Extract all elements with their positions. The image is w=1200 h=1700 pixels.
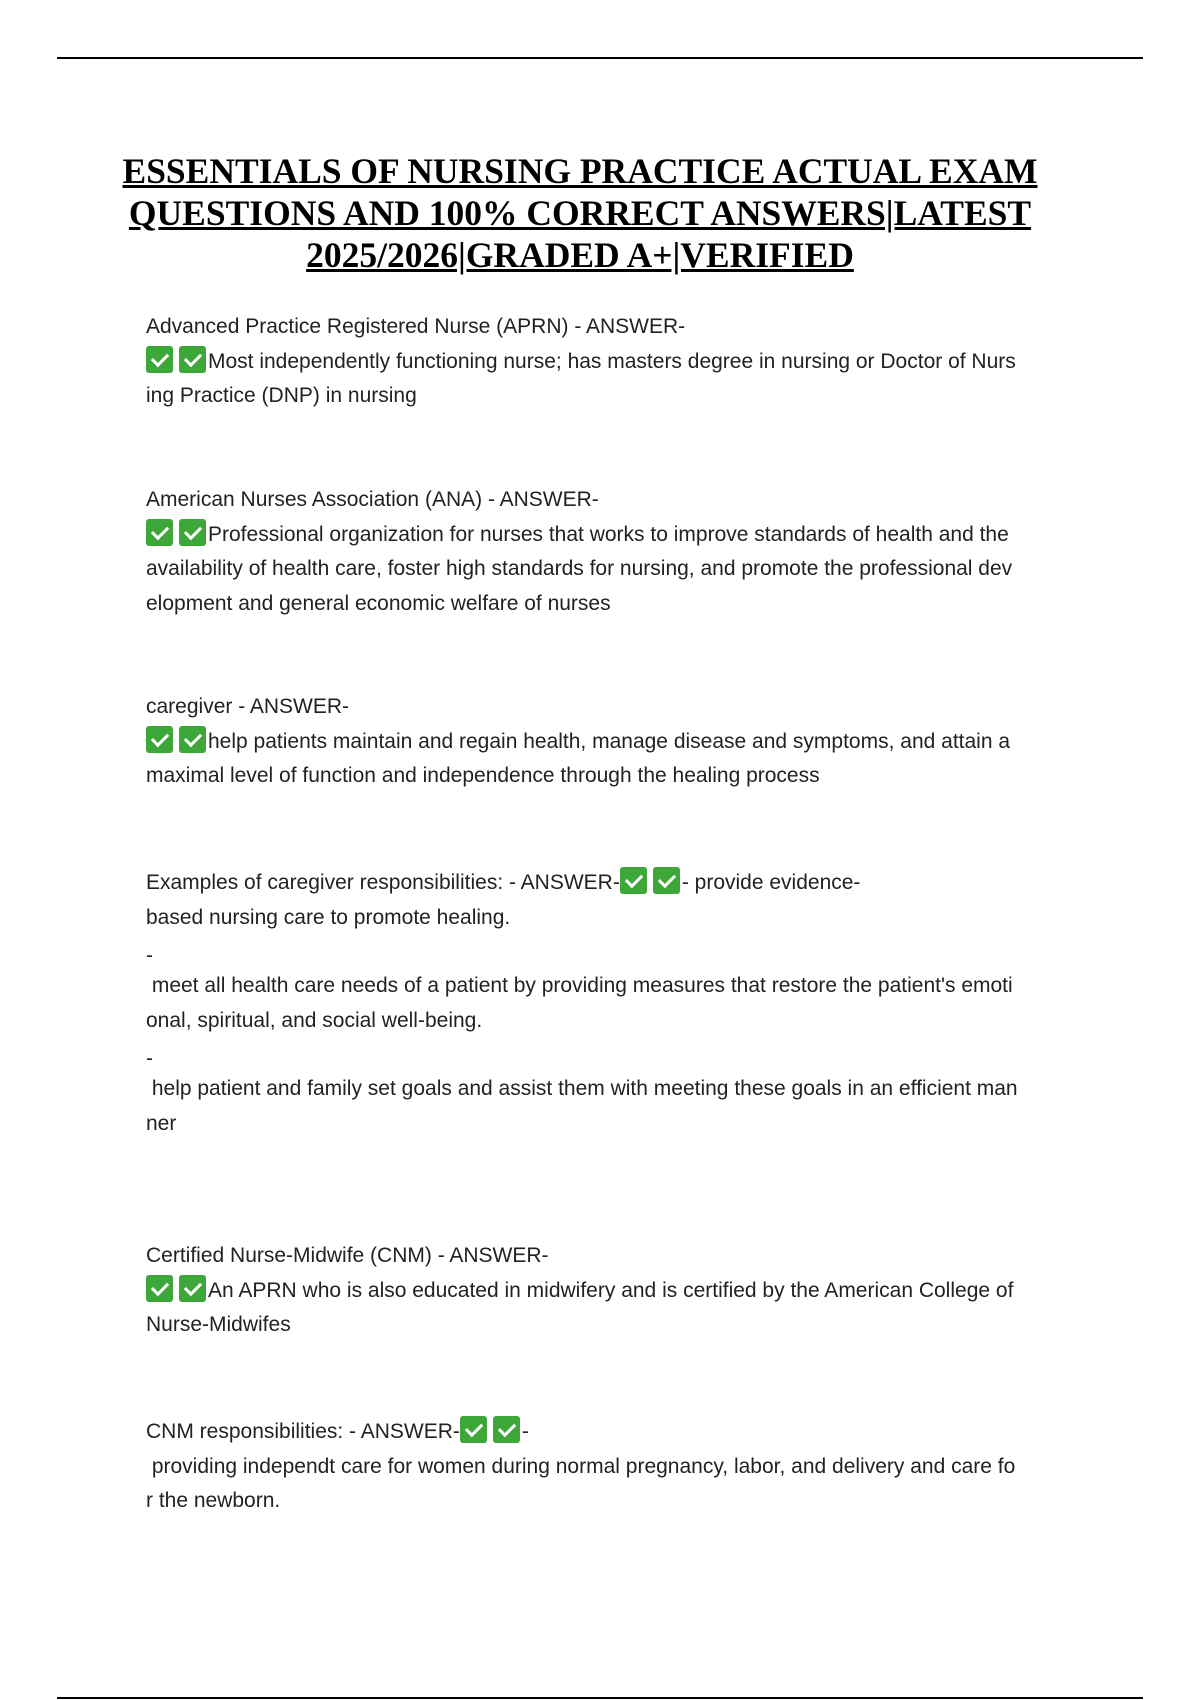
entry-caregiver bbox=[146, 690, 1066, 794]
check-icon bbox=[179, 519, 206, 546]
term: American Nurses Association (ANA) - ANSWER- bbox=[146, 488, 599, 511]
check-icon bbox=[179, 346, 206, 373]
entry-cnm-responsibilities bbox=[146, 1415, 1066, 1519]
entry-caregiver-examples bbox=[146, 866, 1066, 1141]
check-icon bbox=[146, 726, 173, 753]
answer: based nursing care to promote healing. bbox=[146, 905, 511, 929]
answer: Professional organization for nurses that works to improve standards of health and the bbox=[146, 518, 1066, 553]
check-icon bbox=[179, 726, 206, 753]
answer: help patients maintain and regain health, manage disease and symptoms, and attain a bbox=[146, 725, 1066, 760]
bottom-rule bbox=[57, 1697, 1143, 1699]
entry-aprn bbox=[146, 310, 1066, 414]
check-icon bbox=[146, 1275, 173, 1302]
term: Examples of caregiver responsibilities: - ANSWER- - provide evidence- bbox=[146, 866, 1066, 901]
answer-checks bbox=[146, 345, 212, 380]
term: caregiver - ANSWER- bbox=[146, 695, 350, 718]
answer-checks bbox=[146, 725, 212, 760]
document-title: ESSENTIALS OF NURSING PRACTICE ACTUAL EXAM QUESTIONS AND 100% CORRECT ANSWERS|LATEST 2025/2026|GRADED A+|VERIFIED bbox=[122, 151, 1038, 275]
answer-checks bbox=[620, 866, 686, 901]
answer-continued: Nurse-Midwifes bbox=[146, 1313, 291, 1336]
term: Certified Nurse-Midwife (CNM) - ANSWER- bbox=[146, 1244, 549, 1267]
check-icon bbox=[460, 1416, 487, 1443]
entry-ana bbox=[146, 483, 1066, 621]
answer-continued: r the newborn. bbox=[146, 1489, 281, 1512]
answer-checks bbox=[146, 518, 212, 553]
answer-continued: elopment and general economic welfare of nurses bbox=[146, 591, 611, 615]
check-icon bbox=[653, 867, 680, 894]
bullet-dash: - bbox=[146, 944, 153, 967]
check-icon bbox=[493, 1416, 520, 1443]
check-icon bbox=[146, 346, 173, 373]
answer: Most independently functioning nurse; has masters degree in nursing or Doctor of Nurs bbox=[146, 345, 1066, 380]
answer-checks bbox=[146, 1274, 212, 1309]
term: CNM responsibilities: - ANSWER- - bbox=[146, 1415, 1066, 1450]
answer-checks bbox=[460, 1415, 526, 1450]
check-icon bbox=[179, 1275, 206, 1302]
answer-continued: maximal level of function and independence through the healing process bbox=[146, 764, 820, 787]
bullet-item: help patient and family set goals and assist them with meeting these goals in an efficient man bbox=[146, 1077, 1018, 1100]
answer-continued: availability of health care, foster high standards for nursing, and promote the professional dev bbox=[146, 557, 1013, 580]
bullet-dash: - bbox=[146, 1047, 153, 1070]
check-icon bbox=[620, 867, 647, 894]
check-icon bbox=[146, 519, 173, 546]
bullet-item: meet all health care needs of a patient by providing measures that restore the patient's emoti bbox=[146, 974, 1013, 997]
bullet-item-continued: onal, spiritual, and social well-being. bbox=[146, 1008, 483, 1032]
answer: providing independt care for women during normal pregnancy, labor, and delivery and care fo bbox=[146, 1454, 1016, 1478]
answer: An APRN who is also educated in midwifery and is certified by the American College of bbox=[146, 1274, 1066, 1309]
top-rule bbox=[57, 57, 1143, 59]
term: Advanced Practice Registered Nurse (APRN) - ANSWER- bbox=[146, 315, 686, 338]
entry-cnm bbox=[146, 1239, 1066, 1343]
bullet-item-continued: ner bbox=[146, 1111, 177, 1135]
answer-continued: ing Practice (DNP) in nursing bbox=[146, 384, 417, 407]
